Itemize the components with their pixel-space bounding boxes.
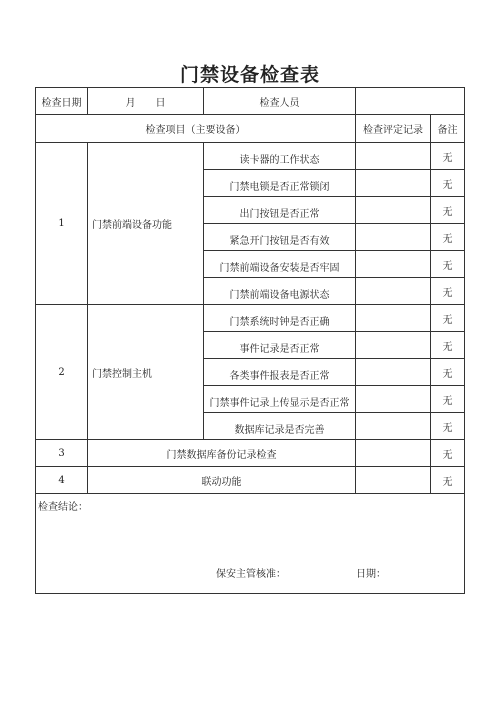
check-item: 事件记录是否正常 xyxy=(204,332,356,359)
check-item: 数据库记录是否完善 xyxy=(204,413,356,440)
signature-line xyxy=(216,565,386,580)
remark-cell: 无 xyxy=(431,413,465,440)
remark-cell: 无 xyxy=(431,440,465,467)
table-row xyxy=(36,143,465,170)
group-category: 门禁控制主机 xyxy=(88,305,204,440)
group-index: 2 xyxy=(36,305,88,440)
check-item: 门禁事件记录上传显示是否正常 xyxy=(204,386,356,413)
check-item: 门禁数据库备份记录检查 xyxy=(88,440,356,467)
remark-cell: 无 xyxy=(431,170,465,197)
inspection-table xyxy=(35,87,465,594)
conclusion-cell[interactable] xyxy=(36,494,465,594)
check-item: 门禁系统时钟是否正确 xyxy=(204,305,356,332)
group-index: 1 xyxy=(36,143,88,305)
check-item: 门禁前端设备电源状态 xyxy=(204,278,356,305)
record-cell[interactable] xyxy=(356,224,431,251)
check-item: 读卡器的工作状态 xyxy=(204,143,356,170)
check-item: 联动功能 xyxy=(88,467,356,494)
conclusion-row xyxy=(36,494,465,594)
row-index: 4 xyxy=(36,467,88,494)
check-item: 紧急开门按钮是否有效 xyxy=(204,224,356,251)
remark-cell: 无 xyxy=(431,197,465,224)
remark-cell: 无 xyxy=(431,278,465,305)
remark-column-header: 备注 xyxy=(431,115,465,143)
remark-cell: 无 xyxy=(431,224,465,251)
group-category: 门禁前端设备功能 xyxy=(88,143,204,305)
header-info-row xyxy=(36,88,465,115)
date-label: 检查日期 xyxy=(36,88,88,115)
inspector-value[interactable] xyxy=(356,88,465,115)
record-cell[interactable] xyxy=(356,278,431,305)
item-column-header: 检查项目（主要设备） xyxy=(36,115,356,143)
check-item: 各类事件报表是否正常 xyxy=(204,359,356,386)
remark-cell: 无 xyxy=(431,467,465,494)
record-cell[interactable] xyxy=(356,197,431,224)
remark-cell: 无 xyxy=(431,359,465,386)
check-item: 门禁电锁是否正常锁闭 xyxy=(204,170,356,197)
remark-cell: 无 xyxy=(431,143,465,170)
approve-date-label: 日期： xyxy=(356,569,386,580)
record-cell[interactable] xyxy=(356,440,431,467)
record-cell[interactable] xyxy=(356,251,431,278)
column-header-row xyxy=(36,115,465,143)
record-cell[interactable] xyxy=(356,170,431,197)
record-cell[interactable] xyxy=(356,332,431,359)
date-value[interactable]: 月 日 xyxy=(88,88,204,115)
check-item: 门禁前端设备安装是否牢固 xyxy=(204,251,356,278)
record-column-header: 检查评定记录 xyxy=(356,115,431,143)
approve-label: 保安主管核准： xyxy=(216,569,286,580)
remark-cell: 无 xyxy=(431,305,465,332)
record-cell[interactable] xyxy=(356,359,431,386)
remark-cell: 无 xyxy=(431,386,465,413)
record-cell[interactable] xyxy=(356,143,431,170)
table-row xyxy=(36,467,465,494)
record-cell[interactable] xyxy=(356,386,431,413)
check-item: 出门按钮是否正常 xyxy=(204,197,356,224)
conclusion-label: 检查结论： xyxy=(38,502,88,513)
remark-cell: 无 xyxy=(431,251,465,278)
inspector-label: 检查人员 xyxy=(204,88,356,115)
record-cell[interactable] xyxy=(356,467,431,494)
table-row xyxy=(36,440,465,467)
row-index: 3 xyxy=(36,440,88,467)
remark-cell: 无 xyxy=(431,332,465,359)
record-cell[interactable] xyxy=(356,305,431,332)
page-title: 门禁设备检查表 xyxy=(179,64,320,86)
record-cell[interactable] xyxy=(356,413,431,440)
table-row xyxy=(36,305,465,332)
